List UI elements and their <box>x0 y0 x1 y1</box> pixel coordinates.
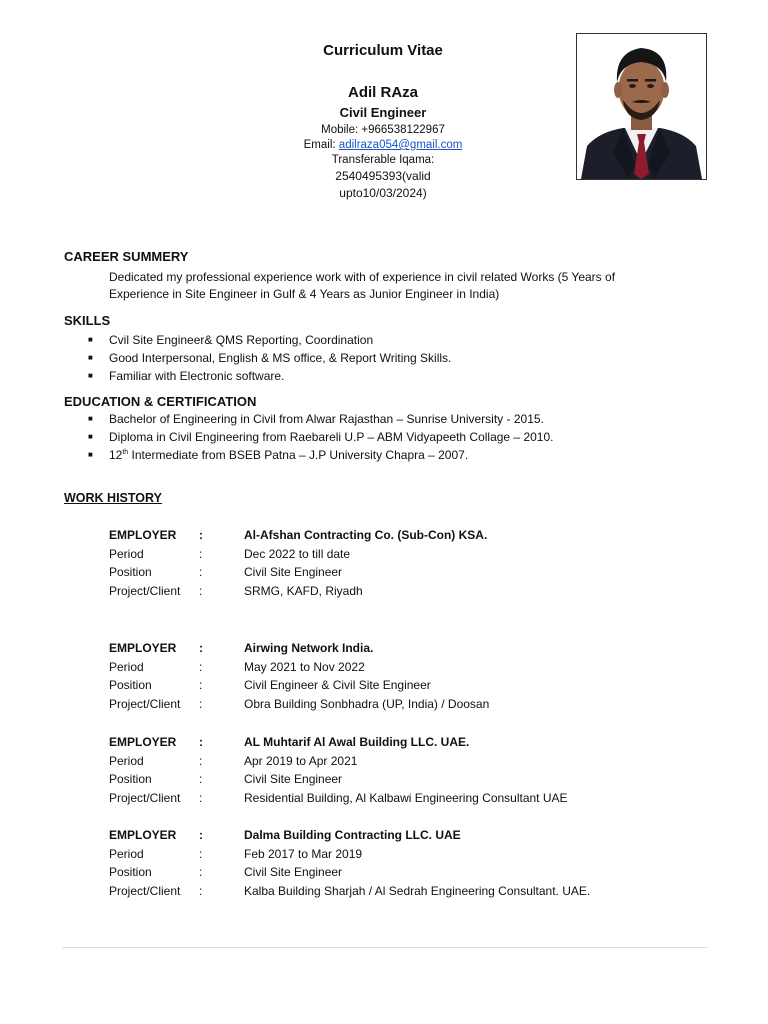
contact-block <box>232 123 534 202</box>
position-value: Civil Site Engineer <box>244 865 343 879</box>
project-label: Project/Client <box>109 790 181 805</box>
period-value: May 2021 to Nov 2022 <box>244 659 365 674</box>
employer-label: EMPLOYER <box>109 641 177 655</box>
employer-name: AL Muhtarif Al Awal Building LLC. UAE. <box>244 735 470 749</box>
email-label: Email: <box>303 139 339 151</box>
period-label: Period <box>109 846 144 861</box>
position-label: Position <box>109 772 152 786</box>
position-value: Civil Engineer & Civil Site Engineer <box>244 678 431 692</box>
position-value: Civil Site Engineer <box>244 565 343 579</box>
iqama-validity: upto10/03/2024) <box>339 186 427 200</box>
job-entry: EMPLOYER : Dalma Building Contracting LLC. UAE Period : Feb 2017 to Mar 2019 Position : Civil Site Engineer Project/Client : Kalba Building Sharjah / Al Sedrah Engineering Consultant. UAE. <box>109 826 669 900</box>
list-item: ■ Cvil Site Engineer& QMS Reporting, Coordination <box>88 333 374 347</box>
period-label: Period <box>109 546 144 561</box>
candidate-name: Adil RAza <box>347 84 418 101</box>
skills-list <box>88 331 451 385</box>
period-value: Feb 2017 to Mar 2019 <box>244 846 363 861</box>
employer-label: EMPLOYER <box>109 528 177 542</box>
education-heading: EDUCATION & CERTIFICATION <box>64 394 257 409</box>
project-value: Obra Building Sonbhadra (UP, India) / Doosan <box>244 696 490 711</box>
job-entry: EMPLOYER : Al-Afshan Contracting Co. (Sub-Con) KSA. Period : Dec 2022 to till date Position : Civil Site Engineer Project/Client : SRMG, KAFD, Riyadh <box>109 526 669 600</box>
project-label: Project/Client <box>109 883 181 898</box>
position-label: Position <box>109 565 152 579</box>
position-label: Position <box>109 678 152 692</box>
bullet-icon: ■ <box>88 432 93 441</box>
profile-photo <box>576 33 707 180</box>
list-item: ■ 12th Intermediate from BSEB Patna – J.P University Chapra – 2007. <box>88 448 469 462</box>
list-item: ■ Good Interpersonal, English & MS office, & Report Writing Skills. <box>88 351 452 365</box>
project-label: Project/Client <box>109 583 181 598</box>
career-summary-heading: CAREER SUMMERY <box>64 249 189 264</box>
position-label: Position <box>109 865 152 879</box>
bullet-icon: ■ <box>88 353 93 362</box>
work-history-heading: WORK HISTORY <box>64 491 162 505</box>
employer-name: Al-Afshan Contracting Co. (Sub-Con) KSA. <box>244 528 488 542</box>
footer-divider <box>62 947 708 948</box>
list-item: ■ Diploma in Civil Engineering from Raebareli U.P – ABM Vidyapeeth Collage – 2010. <box>88 430 554 444</box>
career-summary-text: Dedicated my professional experience work with of experience in civil related Works (5 Years of Experience in Site Engineer in Gulf & 4 Years as Junior Engineer in India) <box>109 270 616 301</box>
employer-name: Dalma Building Contracting LLC. UAE <box>244 828 461 842</box>
bullet-icon: ■ <box>88 335 93 344</box>
project-value: Residential Building, Al Kalbawi Engineering Consultant UAE <box>244 790 568 805</box>
employer-label: EMPLOYER <box>109 735 177 749</box>
education-list <box>88 410 553 464</box>
employer-label: EMPLOYER <box>109 828 177 842</box>
position-value: Civil Site Engineer <box>244 772 343 786</box>
bullet-icon: ■ <box>88 371 93 380</box>
list-item: ■ Bachelor of Engineering in Civil from Alwar Rajasthan – Sunrise University - 2015. <box>88 412 544 426</box>
cv-header <box>232 42 534 202</box>
bullet-icon: ■ <box>88 414 93 423</box>
period-label: Period <box>109 659 144 674</box>
list-item: ■ Familiar with Electronic software. <box>88 369 285 383</box>
period-value: Apr 2019 to Apr 2021 <box>244 753 358 768</box>
period-label: Period <box>109 753 144 768</box>
project-label: Project/Client <box>109 696 181 711</box>
bullet-icon: ■ <box>88 450 93 459</box>
email-link[interactable]: adilraza054@gmail.com <box>338 139 463 151</box>
job-entry: EMPLOYER : Airwing Network India. Period : May 2021 to Nov 2022 Position : Civil Engineer & Civil Site Engineer Project/Client : Obra Building Sonbhadra (UP, India) / Doosan <box>109 639 669 713</box>
employer-name: Airwing Network India. <box>244 641 374 655</box>
iqama-number: 2540495393(valid <box>335 169 431 183</box>
iqama-label: Transferable Iqama: <box>331 154 435 166</box>
period-value: Dec 2022 to till date <box>244 546 351 561</box>
mobile-text: Mobile: +966538122967 <box>321 124 445 136</box>
skills-heading: SKILLS <box>64 313 111 328</box>
job-entry: EMPLOYER : AL Muhtarif Al Awal Building LLC. UAE. Period : Apr 2019 to Apr 2021 Position : Civil Site Engineer Project/Client : Residential Building, Al Kalbawi Engineering Consultant UAE <box>109 733 669 807</box>
project-value: Kalba Building Sharjah / Al Sedrah Engineering Consultant. UAE. <box>244 883 591 898</box>
project-value: SRMG, KAFD, Riyadh <box>244 583 363 598</box>
email-line <box>232 138 534 153</box>
candidate-role: Civil Engineer <box>339 105 427 120</box>
document-title: Curriculum Vitae <box>323 42 443 59</box>
